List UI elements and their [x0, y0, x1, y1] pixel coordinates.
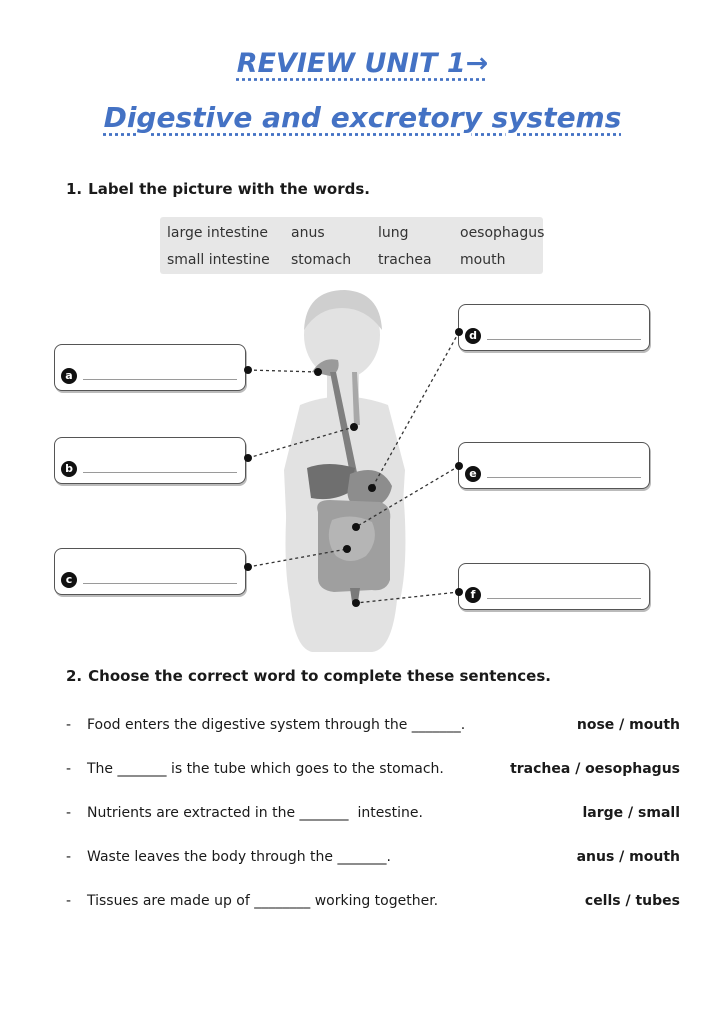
word-options: anus / mouth	[576, 849, 680, 865]
word-bank-item: lung	[378, 225, 409, 241]
leader-dot	[350, 423, 358, 431]
sentence-item	[66, 849, 680, 871]
leader-dot	[314, 368, 322, 376]
label-box-c	[54, 548, 246, 595]
leader-dot	[455, 588, 463, 596]
leader-dot	[352, 599, 360, 607]
answer-line[interactable]	[487, 339, 641, 340]
answer-line[interactable]	[487, 598, 641, 599]
word-options: large / small	[582, 805, 680, 821]
label-box-d	[458, 304, 650, 351]
leader-dot	[343, 545, 351, 553]
sentence-item	[66, 761, 680, 783]
label-letter-badge: d	[465, 328, 481, 344]
sentence-text: Tissues are made up of ________ working together.	[87, 893, 439, 909]
sentence-text: The _______ is the tube which goes to the stomach.	[87, 761, 444, 777]
sentence-item	[66, 717, 680, 739]
answer-line[interactable]	[83, 379, 237, 380]
leader-dot	[368, 484, 376, 492]
word-bank-item: oesophagus	[460, 225, 545, 241]
leader-dot	[455, 328, 463, 336]
section-1-heading-text: Label the picture with the words.	[88, 180, 370, 198]
word-bank-item: trachea	[378, 252, 432, 268]
sentence-item	[66, 893, 680, 915]
list-dash: -	[66, 717, 72, 733]
leader-dot	[352, 523, 360, 531]
answer-line[interactable]	[83, 472, 237, 473]
label-letter-badge: e	[465, 466, 481, 482]
word-options: nose / mouth	[576, 717, 680, 733]
label-box-a	[54, 344, 246, 391]
label-letter-badge: a	[61, 368, 77, 384]
section-2-number: 2.	[66, 667, 83, 685]
label-letter-badge: f	[465, 587, 481, 603]
section-2-heading-text: Choose the correct word to complete these sentences.	[88, 667, 551, 685]
word-bank-item: anus	[291, 225, 325, 241]
label-letter-badge: b	[61, 461, 77, 477]
label-letter-badge: c	[61, 572, 77, 588]
leader-dot	[244, 563, 252, 571]
page-subtitle: Digestive and excretory systems	[103, 101, 622, 134]
word-bank-item: stomach	[291, 252, 352, 268]
label-box-f	[458, 563, 650, 610]
answer-line[interactable]	[487, 477, 641, 478]
list-dash: -	[66, 893, 72, 909]
page-title: REVIEW UNIT 1→	[236, 48, 489, 79]
word-bank-item: mouth	[460, 252, 506, 268]
list-dash: -	[66, 805, 72, 821]
list-dash: -	[66, 849, 72, 865]
section-1-number: 1.	[66, 180, 83, 198]
sentence-item	[66, 805, 680, 827]
word-bank-item: large intestine	[167, 225, 268, 241]
leader-dot	[244, 454, 252, 462]
label-box-b	[54, 437, 246, 484]
word-bank-item: small intestine	[167, 252, 270, 268]
label-box-e	[458, 442, 650, 489]
leader-dot	[244, 366, 252, 374]
word-options: trachea / oesophagus	[510, 761, 680, 777]
answer-line[interactable]	[83, 583, 237, 584]
sentence-text: Waste leaves the body through the _______.	[87, 849, 391, 865]
sentence-text: Nutrients are extracted in the _______ intestine.	[87, 805, 423, 821]
section-2-heading	[66, 667, 551, 685]
sentence-text: Food enters the digestive system through the _______.	[87, 717, 466, 733]
word-options: cells / tubes	[584, 893, 680, 909]
leader-dot	[455, 462, 463, 470]
list-dash: -	[66, 761, 72, 777]
